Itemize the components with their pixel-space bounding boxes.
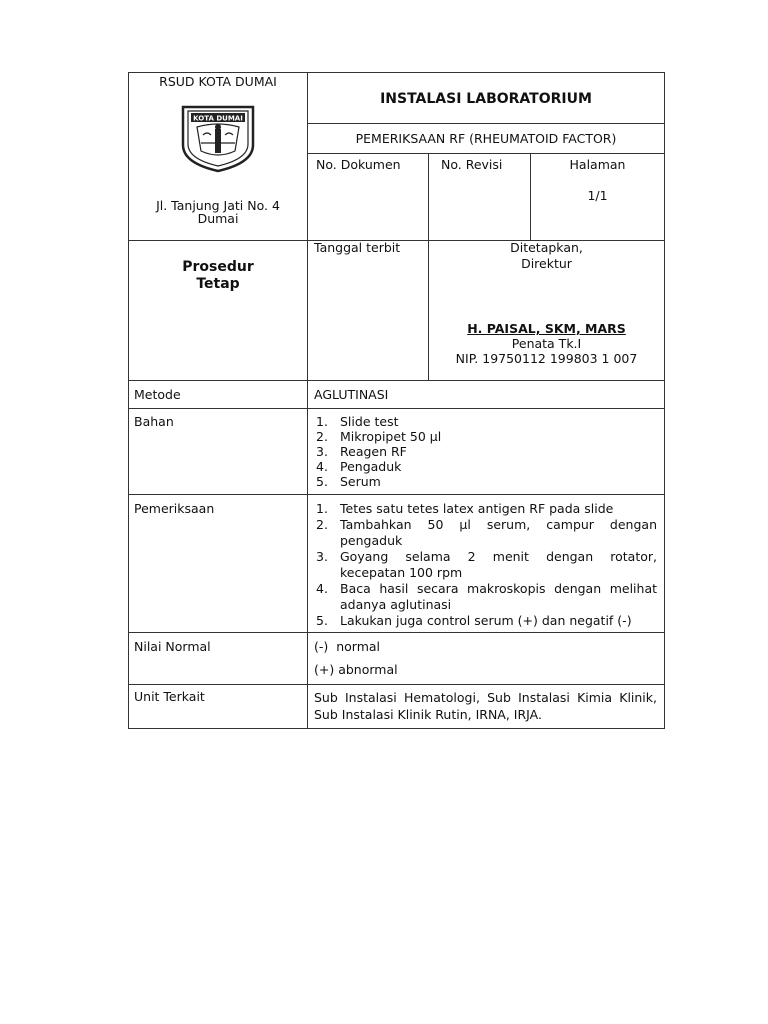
divider [128, 408, 665, 409]
issue-date-label: Tanggal terbit [314, 240, 401, 255]
related-unit-label: Unit Terkait [134, 689, 205, 704]
list-item: 1. Tetes satu tetes latex antigen RF pada slide [316, 501, 614, 516]
materials-list [316, 414, 656, 489]
materials-label: Bahan [134, 414, 174, 429]
doc-number-label: No. Dokumen [316, 157, 401, 172]
divider [307, 123, 665, 124]
page-label: Halaman [569, 157, 626, 172]
column-divider [307, 72, 308, 729]
method-value: AGLUTINASI [314, 387, 389, 402]
signer-name: H. PAISAL, SKM, MARS [467, 321, 626, 336]
list-item: 5. Serum [316, 474, 381, 489]
list-item: 5. Lakukan juga control serum (+) dan negatif (-) [316, 613, 632, 628]
revision-label: No. Revisi [441, 157, 503, 172]
director-label: Direktur [521, 256, 572, 271]
city-emblem-icon [177, 103, 259, 173]
hospital-name: RSUD KOTA DUMAI [159, 74, 277, 89]
related-unit-value: Sub Instalasi Hematologi, Sub Instalasi Kimia Klinik, Sub Instalasi Klinik Rutin, IRNA, IRJA. [314, 690, 657, 722]
list-item: 3. Goyang selama 2 menit dengan rotator, kecepatan 100 rpm [316, 549, 657, 580]
procedure-list [316, 501, 657, 629]
list-item: 3. Reagen RF [316, 444, 407, 459]
normal-value-negative: (-) normal [314, 639, 381, 654]
signer-rank: Penata Tk.I [511, 336, 582, 351]
list-item: 4. Baca hasil secara makroskopis dengan melihat adanya aglutinasi [316, 581, 657, 612]
list-item: 2. Mikropipet 50 µl [316, 429, 442, 444]
divider [128, 494, 665, 495]
document-subtitle: PEMERIKSAAN RF (RHEUMATOID FACTOR) [355, 131, 617, 146]
address-line-2: Dumai [197, 211, 239, 226]
normal-value-positive: (+) abnormal [314, 662, 398, 677]
divider [307, 153, 665, 154]
list-item: 4. Pengaduk [316, 459, 402, 474]
address-line-1: Jl. Tanjung Jati No. 4 [156, 198, 280, 213]
divider [128, 380, 665, 381]
procedure-label: Pemeriksaan [134, 501, 215, 516]
divider [128, 632, 665, 633]
list-item: 1. Slide test [316, 414, 399, 429]
list-item: 2. Tambahkan 50 µl serum, campur dengan pengaduk [316, 517, 657, 548]
established-label: Ditetapkan, [510, 240, 583, 255]
divider [428, 153, 429, 240]
method-label: Metode [134, 387, 181, 402]
page-title: INSTALASI LABORATORIUM [380, 91, 592, 107]
divider [128, 684, 665, 685]
protap-label-2: Tetap [196, 276, 240, 292]
signer-nip: NIP. 19750112 199803 1 007 [455, 351, 638, 366]
protap-label-1: Prosedur [182, 259, 254, 275]
page-value: 1/1 [587, 188, 608, 203]
logo-text: KOTA DUMAI [193, 114, 243, 123]
normal-value-label: Nilai Normal [134, 639, 211, 654]
